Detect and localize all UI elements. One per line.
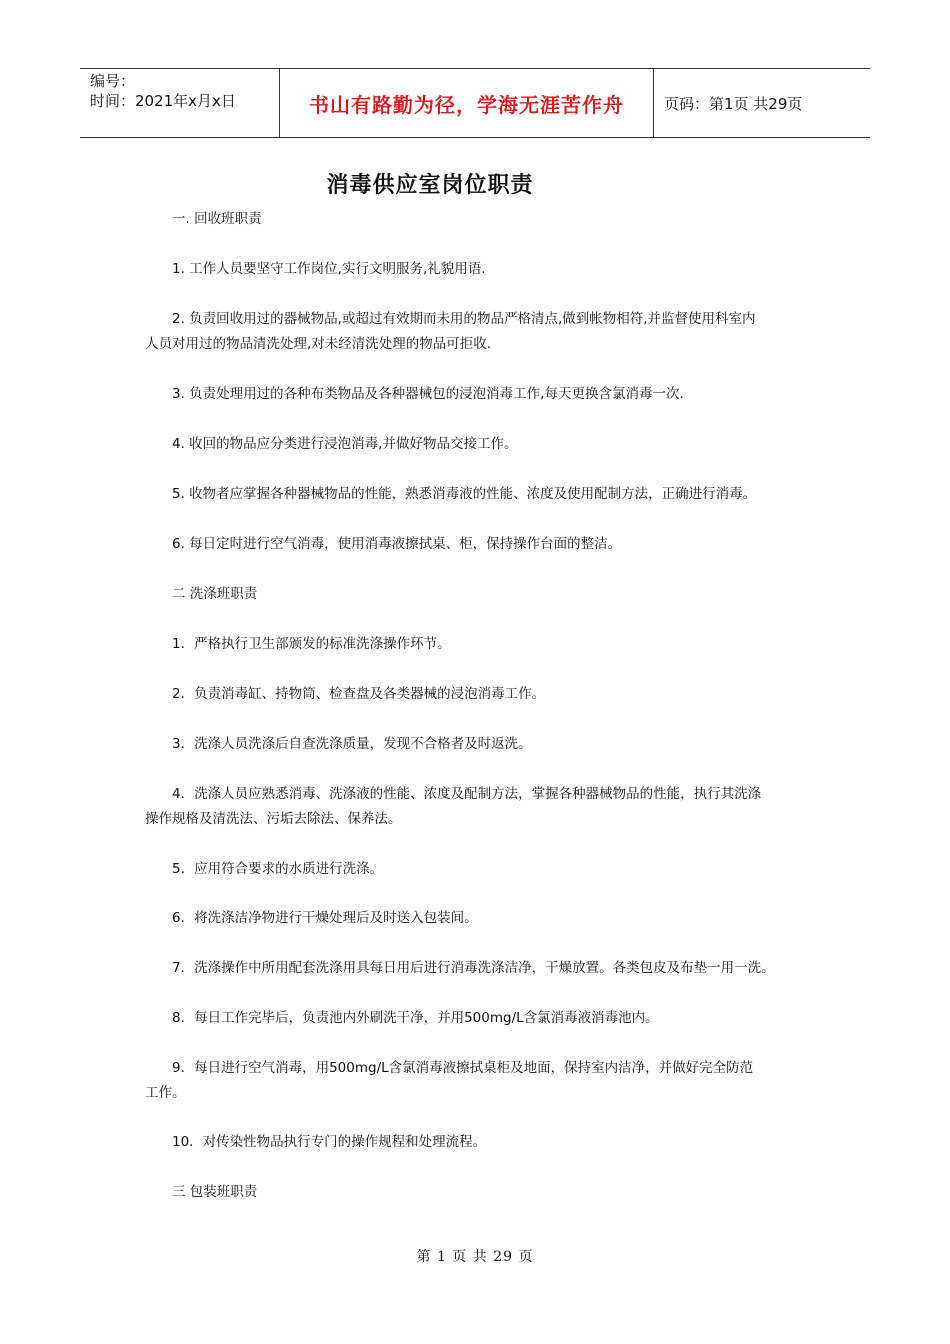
section-heading-1: 一. 回收班职责 bbox=[172, 211, 262, 227]
paragraph: 8．每日工作完毕后，负责池内外刷洗干净，并用500mg/L含氯消毒液消毒池内。 bbox=[172, 1010, 659, 1026]
paragraph: 1．严格执行卫生部颁发的标准洗涤操作环节。 bbox=[172, 636, 451, 652]
header-page-info: 页码：第1页 共29页 bbox=[664, 94, 803, 113]
paragraph-continuation: 操作规格及清洗法、污垢去除法、保养法。 bbox=[145, 811, 402, 827]
paragraph: 1. 工作人员要坚守工作岗位,实行文明服务,礼貌用语. bbox=[172, 261, 486, 277]
time-label: 时间：2021年x月x日 bbox=[90, 92, 236, 110]
paragraph-continuation: 工作。 bbox=[145, 1085, 186, 1101]
paragraph: 9．每日进行空气消毒，用500mg/L含氯消毒液擦拭桌柜及地面，保持室内洁净，并做好完全防范 bbox=[172, 1060, 754, 1076]
page-header bbox=[80, 68, 870, 138]
paragraph: 2．负责消毒缸、持物筒、检查盘及各类器械的浸泡消毒工作。 bbox=[172, 686, 546, 702]
paragraph: 6. 每日定时进行空气消毒，使用消毒液擦拭桌、柜，保持操作台面的整洁。 bbox=[172, 536, 622, 552]
header-motto-cell bbox=[280, 69, 654, 137]
paragraph-continuation: 人员对用过的物品清洗处理,对未经清洗处理的物品可拒收. bbox=[145, 336, 492, 352]
number-label: 编号： bbox=[90, 72, 136, 90]
paragraph: 5．应用符合要求的水质进行洗涤。 bbox=[172, 861, 384, 877]
page-footer: 第 1 页 共 29 页 bbox=[416, 1249, 534, 1265]
section-heading-3: 三 包装班职责 bbox=[172, 1184, 258, 1200]
paragraph: 4. 收回的物品应分类进行浸泡消毒,并做好物品交接工作。 bbox=[172, 436, 518, 452]
header-meta bbox=[80, 69, 280, 137]
paragraph: 7．洗涤操作中所用配套洗涤用具每日用后进行消毒洗涤洁净，干燥放置。各类包皮及布垫一用一洗。 bbox=[172, 960, 775, 976]
header-motto: 书山有路勤为径，学海无涯苦作舟 bbox=[309, 92, 624, 117]
document-title: 消毒供应室岗位职责 bbox=[326, 173, 534, 198]
paragraph: 4．洗涤人员应熟悉消毒、洗涤液的性能、浓度及配制方法，掌握各种器械物品的性能，执行其洗涤 bbox=[172, 786, 762, 802]
paragraph: 10．对传染性物品执行专门的操作规程和处理流程。 bbox=[172, 1134, 487, 1150]
section-heading-2: 二 洗涤班职责 bbox=[172, 586, 258, 602]
paragraph: 6．将洗涤洁净物进行干燥处理后及时送入包装间。 bbox=[172, 910, 478, 926]
paragraph: 3. 负责处理用过的各种布类物品及各种器械包的浸泡消毒工作,每天更换含氯消毒一次. bbox=[172, 386, 684, 402]
paragraph: 2. 负责回收用过的器械物品,或超过有效期而未用的物品严格清点,做到帐物相符,并监督使用科室内 bbox=[172, 311, 756, 327]
paragraph: 5. 收物者应掌握各种器械物品的性能，熟悉消毒液的性能、浓度及使用配制方法，正确进行消毒。 bbox=[172, 486, 757, 502]
paragraph: 3．洗涤人员洗涤后自查洗涤质量，发现不合格者及时返洗。 bbox=[172, 736, 532, 752]
